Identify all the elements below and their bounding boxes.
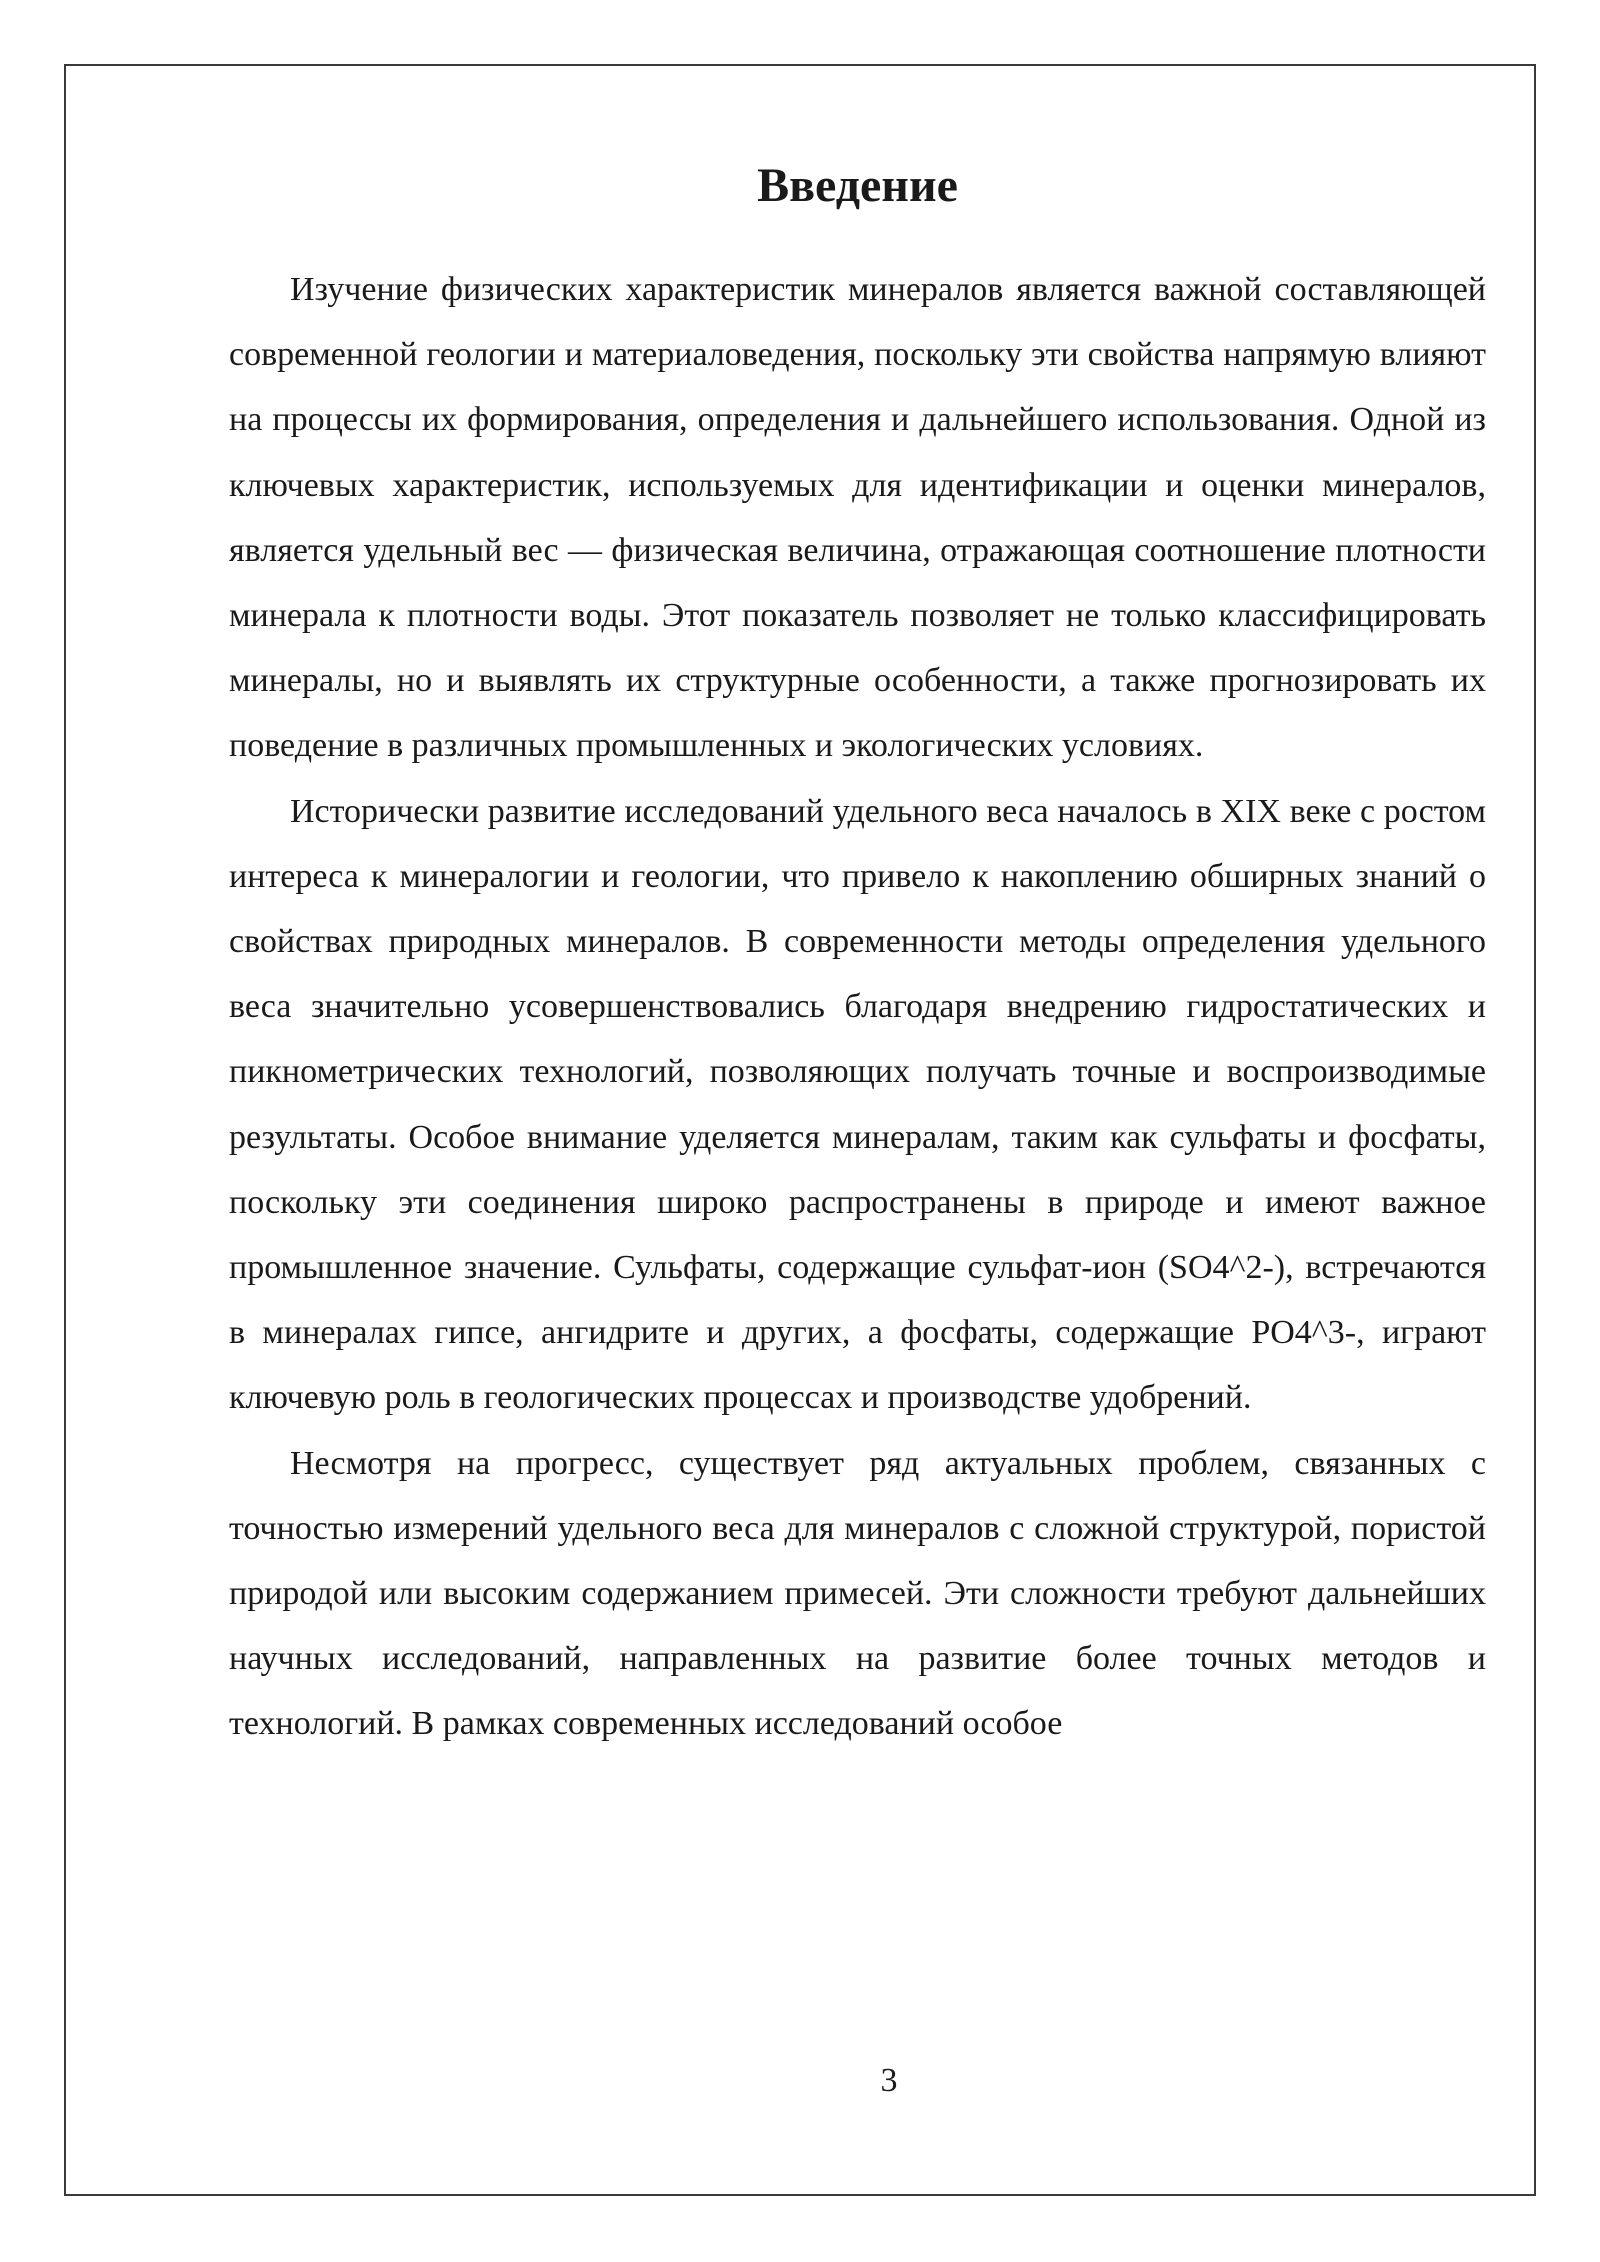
- page-number: 3: [880, 2062, 898, 2099]
- body-text: [229, 257, 1486, 1757]
- page-title: Введение: [757, 159, 958, 212]
- paragraph-1: Изучение физических характеристик минералов является важной составляющей современной геологии и материаловедения, поскольку эти свойства напрямую влияют на процессы их формирования, определения и дальнейшего использования. Одной из ключевых характеристик, используемых для идентификации и оценки минералов, является удельный вес — физическая величина, отражающая соотношение плотности минерала к плотности воды. Этот показатель позволяет не только классифицировать минералы, но и выявлять их структурные особенности, а также прогнозировать их поведение в различных промышленных и экологических условиях.: [229, 271, 1486, 765]
- page-content: [229, 150, 1486, 1757]
- paragraph-3: Несмотря на прогресс, существует ряд актуальных проблем, связанных с точностью измерений удельного веса для минералов с сложной структурой, пористой природой или высоким содержанием примесей. Эти сложности требуют дальнейших научных исследований, направленных на развитие более точных методов и технологий. В рамках современных исследований особое: [229, 1444, 1486, 1743]
- paragraph-2: Исторически развитие исследований удельного веса началось в XIX веке с ростом интереса к минералогии и геологии, что привело к накоплению обширных знаний о свойствах природных минералов. В современности методы определения удельного веса значительно усовершенствовались благодаря внедрению гидростатических и пикнометрических технологий, позволяющих получать точные и воспроизводимые результаты. Особое внимание уделяется минералам, таким как сульфаты и фосфаты, поскольку эти соединения широко распространены в природе и имеют важное промышленное значение. Сульфаты, содержащие сульфат-ион (SO4^2-), встречаются в минералах гипсе, ангидрите и других, а фосфаты, содержащие PO4^3-, играют ключевую роль в геологических процессах и производстве удобрений.: [229, 792, 1486, 1417]
